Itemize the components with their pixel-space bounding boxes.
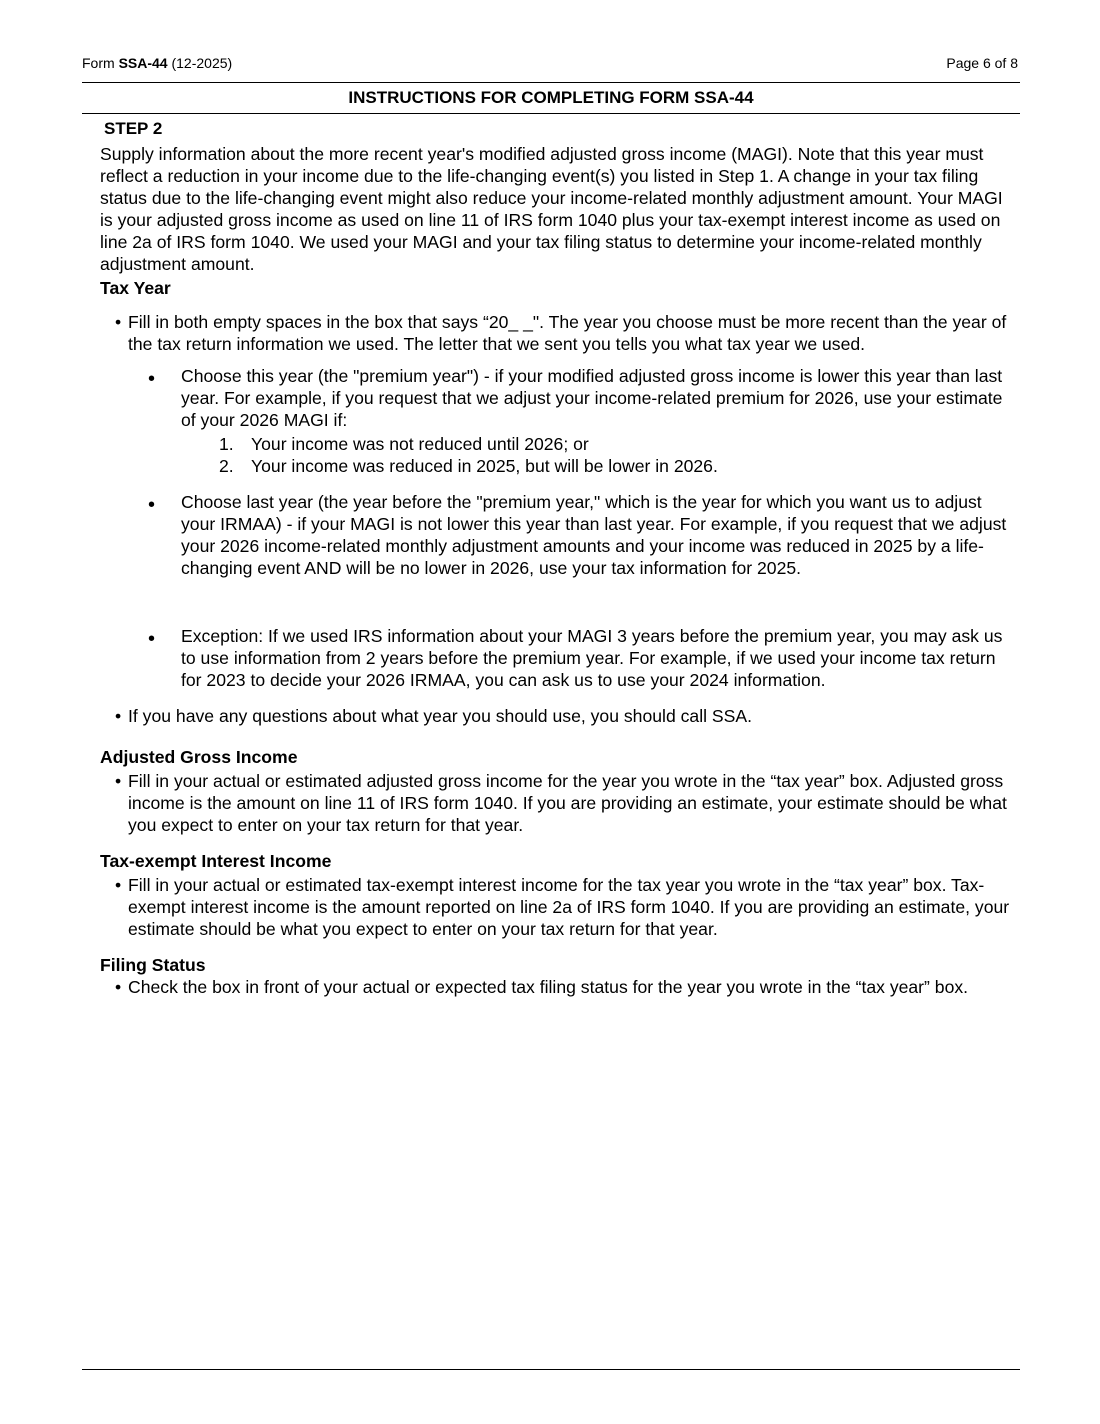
form-number: SSA-44 (118, 55, 168, 71)
numbered-list (100, 433, 1015, 477)
page-number: Page 6 of 8 (946, 55, 1018, 71)
form-identifier (82, 55, 232, 71)
title-divider (82, 113, 1020, 114)
numbered-item (100, 455, 1015, 477)
section-heading-adjusted-gross-income: Adjusted Gross Income (100, 747, 298, 767)
bullet-mark: • (115, 706, 122, 726)
instructions-body (100, 117, 1015, 998)
bullet-text: Check the box in front of your actual or expected tax filing status for the year you wrote in the “tax year” box. (128, 977, 969, 997)
item-text: Your income was reduced in 2025, but will be lower in 2026. (251, 456, 718, 476)
step-intro: Supply information about the more recent year's modified adjusted gross income (MAGI). Note that this year must reflect a reduction in your income due to the life-changing event(s) you listed in Step 1. A change in your tax filing status due to the life-changing event might also reduce your income-related monthly adjustment amount. Your MAGI is your adjusted gross income as used on line 11 of IRS form 1040 plus your tax-exempt interest income as used on line 2a of IRS form 1040. We used your MAGI and your tax filing status to determine your income-related monthly adjustment amount. (100, 144, 1003, 274)
footer-divider (82, 1369, 1020, 1370)
bullet-text: If you have any questions about what year you should use, you should call SSA. (128, 706, 752, 726)
section-heading-tax-year: Tax Year (100, 278, 171, 298)
header-divider (82, 82, 1020, 83)
tax-exempt-bullet (100, 874, 1015, 940)
filing-status-bullet (100, 976, 1015, 998)
bullet-text: Fill in your actual or estimated tax-exempt interest income for the tax year you wrote in the “tax year” box. Tax-exempt interest income is the amount reported on line 2a of IRS form 1040. If you are providing an estimate, your estimate should be what you expect to enter on your tax return for that year. (128, 875, 1010, 939)
bullet-mark: • (115, 875, 122, 895)
sub-bullet-text: Choose this year (the "premium year") - if your modified adjusted gross income is lower this year than last year. For example, if you request that we adjust your income-related premium for 2026, use your estimate of your 2026 MAGI if: (181, 366, 1003, 430)
tax-year-bullet-2 (100, 705, 1015, 727)
numbered-item (100, 433, 1015, 455)
bullet-text: Fill in your actual or estimated adjusted gross income for the year you wrote in the “tax year” box. Adjusted gross income is the amount on line 11 of IRS form 1040. If you are providing an estimate, your estimate should be what you expect to enter on your tax return for that year. (128, 771, 1007, 835)
bullet-mark: • (115, 312, 122, 332)
section-heading-tax-exempt-interest: Tax-exempt Interest Income (100, 851, 332, 871)
sub-bullet-text: Choose last year (the year before the "premium year," which is the year for which you want us to adjust your IRMAA) - if your MAGI is not lower this year than last year. For example, if you request that we adjust your 2026 income-related monthly adjustment amounts and your income was reduced in 2025 by a life-changing event AND will be no lower in 2026, use your tax information for 2025. (181, 492, 1007, 578)
bullet-text: Fill in both empty spaces in the box that says “20_ _". The year you choose must be more recent than the year of the tax return information we used. The letter that we sent you tells you what tax year we used. (128, 312, 1007, 354)
tax-year-sub-bullet-last-year (100, 491, 1015, 579)
item-text: Your income was not reduced until 2026; or (251, 434, 589, 454)
form-prefix: Form (82, 55, 119, 71)
sub-bullet-mark: • (148, 368, 156, 390)
tax-year-bullet-1 (100, 311, 1015, 355)
bullet-mark: • (115, 771, 122, 791)
item-number: 2. (219, 456, 234, 476)
section-heading-filing-status: Filing Status (100, 955, 206, 975)
item-number: 1. (219, 434, 234, 454)
tax-year-sub-bullet-exception (100, 625, 1015, 691)
sub-bullet-text: Exception: If we used IRS information about your MAGI 3 years before the premium year, you may ask us to use information from 2 years before the premium year. For example, if we used your income tax return for 2023 to decide your 2026 IRMAA, you can ask us to use your 2024 information. (181, 626, 1003, 690)
tax-year-sub-bullet-premium-year (100, 365, 1015, 431)
sub-bullet-mark: • (148, 494, 156, 516)
page-title: INSTRUCTIONS FOR COMPLETING FORM SSA-44 (348, 88, 754, 107)
form-date: (12-2025) (167, 55, 233, 71)
step-heading: STEP 2 (104, 119, 163, 138)
bullet-mark: • (115, 977, 122, 997)
sub-bullet-mark: • (148, 628, 156, 650)
agi-bullet (100, 770, 1015, 836)
